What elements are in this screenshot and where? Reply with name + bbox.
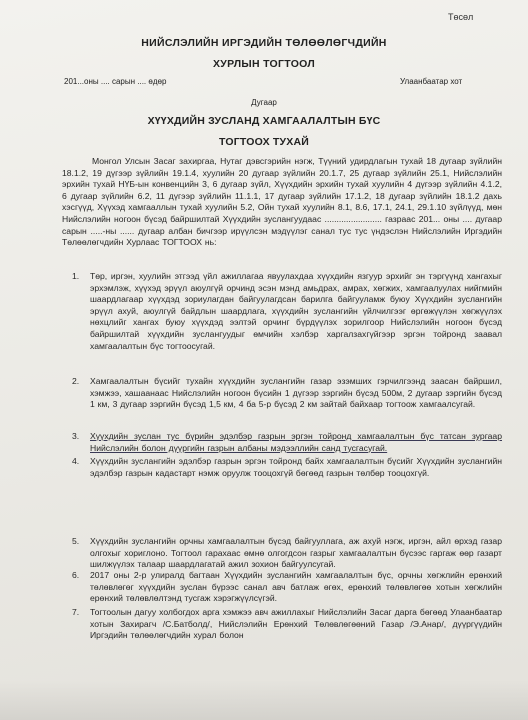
- item-number: 6.: [72, 570, 80, 580]
- list-item: Төр, иргэн, хуулийн этгээд үйл ажиллагаа явуулахдаа хүүхдийн язгуур эрхийг эн тэргүүнд хангахыг эрхэмлэж, хүүхэд эрүүл аюулгүй орчинд эсэн мэнд амьдрах, амрах, хөгжих, хамгаалуулах нийгмийн шаардлагаар хүүхдэд зориулагдан байгуулагдсан барилга байгууламж буюу Хүүхдийн зуслангийн эрүүл ахуй, аюулгүй байдлын шаардлага, хүүхдийн зуслангийн үйлчилгээг өргөжүүлэн хөгжүүлэх нөхцлийг хангах буюу хүүхдэд ээлтэй орчинг бүрдүүлэх зорилгоор Нийслэлийн ногоон бүсэд байршилтай хүүхдийн зуслангуудыг өмчийн хэлбэр харгалзахгүйгээр эргэн тойронд заавал хамгаалалтын бүс тогтоосугай.: [90, 271, 502, 351]
- item-number: 1.: [72, 271, 80, 281]
- subject-title-line2: ТОГТООХ ТУХАЙ: [219, 136, 309, 148]
- item-number: 4.: [72, 456, 80, 466]
- page-shadow: [0, 680, 528, 720]
- subject-title-line1: ХҮҮХДИЙН ЗУСЛАНД ХАМГААЛАЛТЫН БҮС: [147, 115, 381, 127]
- list-item: Хүүхдийн зуслан тус бүрийн эдэлбэр газрын эргэн тойронд хамгаалалтын бүс татсан зургаар Нийслэлийн болон дүүргийн газрын албаны мэдээллийн санд тусгасугай.: [90, 431, 502, 453]
- list-item: Хүүхдийн зуслангийн орчны хамгаалалтын бүсэд байгууллага, аж ахуй нэгж, иргэн, айл өрхэд газар олгохыг хориглоно. Тогтоол гарахаас өмнө олгогдсон газрыг хамгаалалтын бүсээс гаргаж өөр газарт шилжүүлэх талаар шаардлагатай ажил зохион байгуулсугай.: [90, 536, 502, 570]
- header-title-line2: ХУРЛЫН ТОГТООЛ: [212, 58, 316, 70]
- number-line: Дугаар: [251, 98, 277, 107]
- item-number: 7.: [72, 607, 80, 617]
- list-item: Тогтоолын дагуу холбогдох арга хэмжээ авч ажиллахыг Нийслэлийн Засаг дарга бөгөөд Улаанбаатар хотын Захирагч /С.Батболд/, Нийслэлийн Ерөнхий Төлөвлөгөөний Газар /Э.Анар/, дүүргүүдийн Иргэдийн төлөөлөгчдийн хурал болон: [90, 607, 502, 641]
- item-number: 2.: [72, 376, 80, 386]
- list-item: Хамгаалалтын бүсийг тухайн хүүхдийн зуслангийн газар эзэмших гэрчилгээнд заасан байршил, хэмжээ, хашаанаас Нийслэлийн ногоон бүсийн 1 дүгээр зэргийн бүсэд 500м, 2 дугаар зэргийн бүсэд 1 км, 3 дугаар зэргийн бүсэд 1,5 км, 4 ба 5-р бүсэд 2 км зайтай байхаар тогтоож хамгаалсугай.: [90, 376, 502, 410]
- preamble-paragraph: Монгол Улсын Засаг захиргаа, Нутаг дэвсгэрийн нэгж, Түүний удирдлагын тухай 18 дугаар зүйлийн 18.1.2, 19 дүгээр зүйлийн 19.1.4, хуулийн 20 дугаар зүйлийн 20.1.7, 25 дугаар зүйлийн 25.1, Нийслэлийн эрхийн тухай НҮБ-ын конвенцийн 3, 6 дугаар зүйл, Хүүхдийн эрхийн тухай хуулийн 4 дүгээр зүйлийн 4.1.2, 6 дугаар зүйлийн 6.2, 11 дүгээр зүйлийн 11.1.1, 17 дугаар зүйлийн 17.1.2, 18 дугаар зүйлийн 18.1.2 дахь хэсгүүд, Хүүхэд хамгааллын тухай хуулийн 5.2, Ойн тухай хуулийн 8.1, 8.6, 17.1, 24.1, 29.1.10 зүйлүүд, мөн Нийслэлийн ногоон бүсэд байршилтай Хүүхдийн зуслангуудаас ........................ газраас 201... оны .... дугаар сарын .....-ны ...... дугаар албан бичгээр ирүүлсэн мэдүүлэг санал тус тус үндэслэн Нийслэлийн Иргэдийн Төлөөлөгчдийн Хурлаас ТОГТООХ нь:: [62, 156, 502, 248]
- list-item: Хүүхдийн зуслангийн эдэлбэр газрын эргэн тойронд байх хамгаалалтын бүсийг Хүүхдийн зуслангийн эдэлбэр газрын кадастарт нэмж оруулж тооцохгүй бөгөөд газрын төлбөр тооцохгүй.: [90, 456, 502, 478]
- header-title-line1: НИЙСЛЭЛИЙН ИРГЭДИЙН ТӨЛӨӨЛӨГЧДИЙН: [141, 37, 387, 49]
- item-number: 5.: [72, 536, 80, 546]
- date-line: 201...оны .... сарын .... өдөр: [64, 77, 167, 86]
- item-number: 3.: [72, 431, 80, 441]
- draft-mark: Төсөл: [448, 12, 474, 22]
- city-name: Улаанбаатар хот: [400, 77, 463, 86]
- list-item: 2017 оны 2-р улиралд багтаан Хүүхдийн зуслангийн хамгаалалтын бүс, орчны хөгжлийн ерөнхий төлөвлөгөг хүүхдийн зуслан бүрээс санал авч батлаж өгөх, ерөнхий төлөвлөгөө хотын хөгжлийн ерөнхий төлөвлөлтэнд тусгаж хэрэгжүүлсүгэй.: [90, 570, 502, 604]
